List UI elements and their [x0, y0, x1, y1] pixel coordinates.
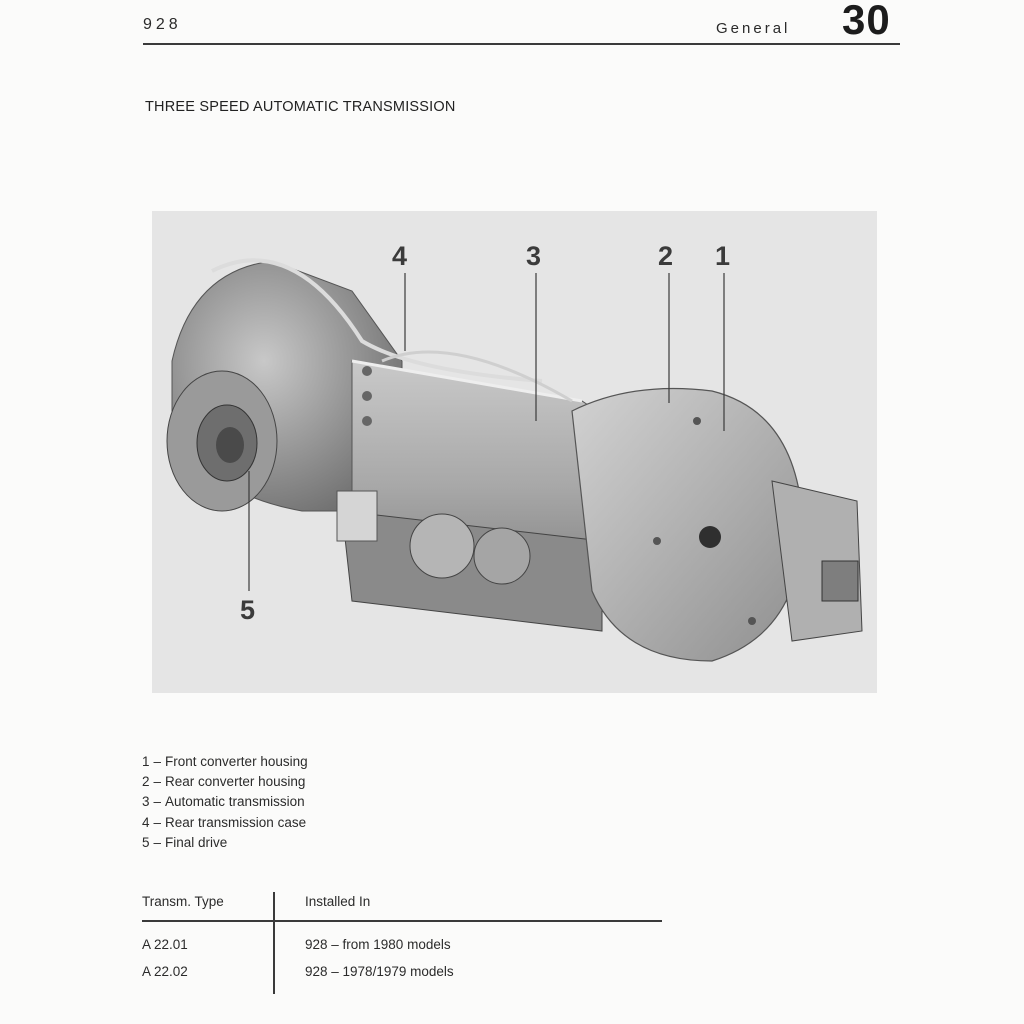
callout-2: 2 [658, 241, 674, 271]
legend-item: 4 – Rear transmission case [142, 814, 307, 830]
page-title: THREE SPEED AUTOMATIC TRANSMISSION [145, 99, 456, 115]
table-divider-horizontal [142, 920, 662, 922]
callout-3: 3 [526, 241, 542, 271]
transmission-illustration [152, 211, 877, 693]
legend-item: 3 – Automatic transmission [142, 794, 305, 810]
transmission-photo [152, 211, 877, 693]
callout-1: 1 [715, 241, 731, 271]
section-label: General [716, 20, 791, 37]
table-header-type: Transm. Type [142, 894, 224, 909]
legend-item: 2 – Rear converter housing [142, 774, 306, 790]
callout-5: 5 [240, 595, 256, 625]
callout-4: 4 [392, 241, 408, 271]
table-cell: A 22.01 [142, 937, 188, 952]
figure-legend [142, 752, 308, 853]
table-header-installed: Installed In [305, 894, 371, 909]
table-divider-vertical [273, 892, 275, 994]
legend-item: 5 – Final drive [142, 834, 228, 850]
table-cell: 928 – from 1980 models [305, 937, 451, 952]
header-rule [143, 43, 900, 45]
section-number: 30 [842, 0, 891, 43]
table-cell: A 22.02 [142, 964, 188, 979]
table-cell: 928 – 1978/1979 models [305, 964, 454, 979]
model-label: 928 [143, 16, 182, 33]
legend-item: 1 – Front converter housing [142, 754, 308, 769]
